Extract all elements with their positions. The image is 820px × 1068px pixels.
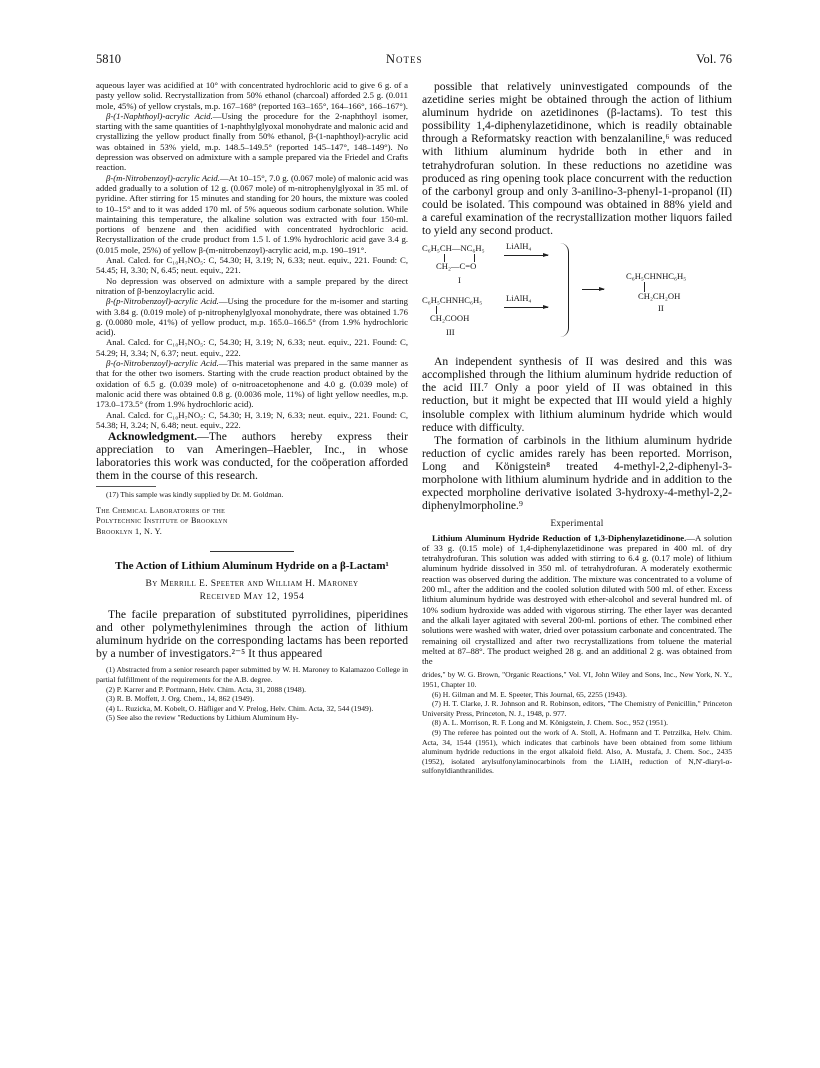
authors: By Merrill E. Speeter and William H. Maroney — [145, 579, 359, 590]
compound-ii-label: II — [658, 303, 664, 314]
footnote: (1) Abstracted from a senior research paper submitted by W. H. Maroney to Kalamazoo College in partial fulfillment of the requirements for the A.B. degree. — [96, 665, 408, 685]
reaction-arrow — [504, 307, 548, 308]
compound-i-line2: CH₂—C=O — [436, 261, 477, 272]
footnotes — [422, 670, 732, 776]
paragraph: Lithium Aluminum Hydride Reduction of 1,3-Diphenylazetidinone.—A solution of 33 g. (0.15 mole) of 1,4-diphenylazetidinone was prepared in 400 ml. of dry tetrahydrofuran. This solution was added with stirring to 6.4 g. (0.17 mole) of lithium aluminum hydride dissolved in 350 ml. of tetrahydrofuran. A moderately exothermic reaction was observed during the addition. The mixture was concentrated to a volume of 200 ml., after the addition and the cooled solution diluted with 500 ml. of ether. Excess lithium aluminum hydride was destroyed with ether-alcohol and several hundred ml. of 10% sodium hydroxide was added with vigorous stirring. The ether layer was decanted and the alkali layer agitated with several 200-ml. portions of ether. The combined ether solutions were washed with water, dried over potassium carbonate and concentrated. The remaining oil crystallized and after two recrystallizations from toluene the material melted at 87–88°. The product weighed 28 g. and an additional 2 g. was obtained from the — [422, 532, 732, 667]
subheading: β-(1-Naphthoyl)-acrylic Acid. — [106, 110, 213, 121]
section-name: Notes — [386, 52, 423, 66]
volume-number: Vol. 76 — [696, 52, 732, 66]
reagent-label: LiAlH₄ — [506, 293, 532, 304]
footnotes — [96, 665, 408, 723]
footnote: (17) This sample was kindly supplied by Dr. M. Goldman. — [106, 490, 284, 500]
compound-iii-line2: CH₂COOH — [430, 313, 470, 324]
left-column — [96, 80, 408, 723]
footnote: (7) H. T. Clarke, J. R. Johnson and R. Robinson, editors, "The Chemistry of Penicillin," Princeton University Press, Princeton, N. J., 1948, p. 977. — [422, 699, 732, 718]
page-number: 5810 — [96, 52, 121, 66]
reaction-arrow — [582, 289, 604, 290]
footnote: (4) L. Ruzicka, M. Kobelt, O. Häfliger and V. Prelog, Helv. Chim. Acta, 32, 544 (1949). — [106, 703, 374, 713]
reaction-scheme — [422, 241, 732, 347]
experimental-heading: Experimental — [550, 518, 604, 529]
compound-iii-line1: C₆H₅CHNHC₆H₅ — [422, 295, 483, 306]
article-title: The Action of Lithium Aluminum Hydride on a β-Lactam¹ — [115, 559, 389, 572]
paragraph: β-(1-Naphthoyl)-acrylic Acid.—Using the procedure for the 2-naphthoyl isomer, starting with the same quantities of 1-naphthylglyoxal monohydrate and malonic acid and crystallizing the yellow product finally from 50% ethanol, β-(1-naphthoyl)-acrylic acid was obtained in 53% yield, m.p. 148.5–149.5° (reported 145–147°, 148–149°). No depression was observed on admixture with a sample prepared via the Friedel and Crafts reaction. — [96, 110, 408, 173]
footnote: (9) The referee has pointed out the work of A. Stoll, A. Hofmann and T. Petrzilka, Helv. Chim. Acta, 34, 1544 (1951), which indicates that carbinols have been obtained from some lithium aluminum hydride reductions in the ergot alkaloid field. Also, A. Mustafa, J. Chem. Soc., 2435 (1952), isolated arylsulfonylaminocarbinols from the LiAlH₄ reduction of N,N′-diaryl-α-sulfonyldianthranilides. — [422, 727, 732, 776]
divider — [210, 551, 294, 552]
footnote: (5) See also the review "Reductions by Lithium Aluminum Hy- — [106, 713, 299, 723]
analysis: Anal. Calcd. for C₁₀H₇NO₅: C, 54.30; H, 3.19; N, 6.33; neut. equiv., 221. Found: C, 54.38; H, 3.24; N, 6.48; neut. equiv., 222. — [96, 409, 408, 430]
footnote: drides," by W. G. Brown, "Organic Reactions," Vol. VI, John Wiley and Sons, Inc., New York, N. Y., 1951, Chapter 10. — [422, 670, 732, 689]
intro-continued: possible that relatively uninvestigated compounds of the azetidine series might be obtained through the action of lithium aluminum hydride on azetidinones (β-lactams). To test this possibility 1,4-diphenylazetidinone, which is readily obtainable through a Reformatsky reaction with benzalaniline,⁶ was reduced with lithium aluminum hydride both in ether and in tetrahydrofuran solution. In these reductions no azetidine was produced as ring opening took place concurrent with the reduction of the carbonyl group and only 3-anilino-3-phenyl-1-propanol (II) could be isolated. This compound was obtained in 88% yield and a careful examination of the recrystallization mother liquors failed to yield any second product. — [422, 80, 732, 238]
brace — [560, 243, 569, 337]
acknowledgment-head: Acknowledgment. — [108, 430, 198, 444]
subheading: β-(m-Nitrobenzoyl)-acrylic Acid. — [106, 172, 220, 183]
analysis: Anal. Calcd. for C₁₀H₇NO₅: C, 54.30; H, 3.19; N, 6.33; neut. equiv., 221. Found: C, 54.29; H, 3.34; N, 6.37; neut. equiv., 222. — [96, 337, 408, 358]
footnote: (2) P. Karrer and P. Portmann, Helv. Chim. Acta, 31, 2088 (1948). — [106, 684, 307, 694]
subheading: β-(p-Nitrobenzoyl)-acrylic Acid. — [106, 296, 219, 307]
received-date: Received May 12, 1954 — [199, 591, 305, 602]
analysis: Anal. Calcd. for C₁₀H₇NO₅: C, 54.30; H, 3.19; N, 6.33; neut. equiv., 221. Found: C, 54.45; H, 3.30; N, 6.45; neut. equiv., 221. — [96, 255, 408, 276]
acknowledgment: Acknowledgment.—The authors hereby express their appreciation to van Ameringen–Haebler, Inc., in whose laboratories this work was conducted, for the coöperation afforded them in the course of this research. — [96, 430, 408, 483]
page-header — [96, 52, 732, 68]
compound-iii-label: III — [446, 327, 455, 338]
subheading: β-(o-Nitrobenzoyl)-acrylic Acid. — [106, 358, 219, 369]
footnotes — [96, 490, 408, 500]
paragraph: β-(p-Nitrobenzoyl)-acrylic Acid.—Using the procedure for the m-isomer and starting with 3.84 g. (0.019 mole) of p-nitrophenylglyoxal monohydrate, there was obtained 1.76 g. (0.0080 mole, 41%) of yellow product, m.p. 165.0–166.5° (from 1.9% hydrochloric acid). — [96, 296, 408, 338]
subheading: Lithium Aluminum Hydride Reduction of 1,3-Diphenylazetidinone. — [432, 532, 687, 543]
footnote: (3) R. B. Moffett, J. Org. Chem., 14, 862 (1949). — [106, 694, 255, 704]
compound-i-line1: C₆H₅CH—NC₆H₅ — [422, 243, 485, 254]
reagent-label: LiAlH₄ — [506, 241, 532, 252]
right-column — [422, 80, 732, 776]
footnote: (8) A. L. Morrison, R. F. Long and M. Königstein, J. Chem. Soc., 952 (1951). — [432, 718, 669, 728]
footnote: (6) H. Gilman and M. E. Speeter, This Journal, 65, 2255 (1943). — [432, 689, 627, 699]
discussion: An independent synthesis of II was desired and this was accomplished through the lithium aluminum hydride reduction of the acid III.⁷ Only a poor yield of II was obtained in this reduction, but it might be expected that III would yield a highly insoluble complex with lithium aluminum hydride which would reduce with difficulty. The formation of carbinols in the lithium aluminum hydride reduction of cyclic amides rarely has been reported. Morrison, Long and Königstein⁸ treated 4-methyl-2,2-diphenyl-3-morpholone with lithium aluminum hydride and in addition to the expected morpholine derivative isolated 3-hydroxy-4-methyl-2,2-diphenylmorpholine.⁹ — [422, 355, 732, 513]
paragraph: No depression was observed on admixture with a sample prepared by the direct nitration of β-benzoylacrylic acid. — [96, 275, 408, 296]
footnote-rule — [96, 486, 156, 487]
compound-i-label: I — [458, 275, 461, 286]
paragraph: aqueous layer was acidified at 10° with concentrated hydrochloric acid to give 6 g. of a pasty yellow solid. Recrystallization from 50% ethanol (charcoal) afforded 2.5 g. (0.011 mole, 45%) of yellow crystals, m.p. 167–168° (reported 163–165°, 164–166°, 166–167°). — [96, 80, 408, 111]
paragraph: β-(m-Nitrobenzoyl)-acrylic Acid.—At 10–15°, 7.0 g. (0.067 mole) of malonic acid was added gradually to a solution of 12 g. (0.067 mole) of m-nitrophenylglyoxal in 35 ml. of pyridine. After stirring for 15 minutes and standing for 20 hours, the mixture was cooled to 10–15° and to it was added 170 ml. of 5% aqueous sodium carbonate solution. While maintaining this temperature, the alkaline solution was extracted with four 150-ml. portions of benzene and then acidified with concentrated hydrochloric acid. Recrystallization of the crude product from 1.5 l. of 1.9% hydrochloric acid gave 3.4 g. (0.015 mole, 25%) of yellow β-(m-nitrobenzoyl)-acrylic acid, m.p. 190–191°. — [96, 172, 408, 255]
reaction-arrow — [504, 255, 548, 256]
compound-ii-line1: C₆H₅CHNHC₆H₅ — [626, 271, 687, 282]
compound-ii-line2: CH₂CH₂OH — [638, 291, 681, 302]
intro: The facile preparation of substituted pyrrolidines, piperidines and other polymethylenimines through the action of lithium aluminum hydride on the corresponding lactams has been reported by a number of investigators.²⁻⁵ It thus appeared — [96, 608, 408, 661]
paragraph: β-(o-Nitrobenzoyl)-acrylic Acid.—This material was prepared in the same manner as that for the other two isomers. Starting with the crude reaction product obtained by the oxidation of 6.5 g. (0.039 mole) of o-nitroacetophenone and 4.0 g. (0.039 mole) of malonic acid there was obtained 0.8 g. (0.0036 mole, 11%) of light yellow needles, m.p. 173.0–173.5° (from 1.9% hydrochloric acid). — [96, 358, 408, 410]
institution: The Chemical Laboratories of the Polytechnic Institute of Brooklyn Brooklyn 1, N. Y. — [96, 506, 228, 536]
